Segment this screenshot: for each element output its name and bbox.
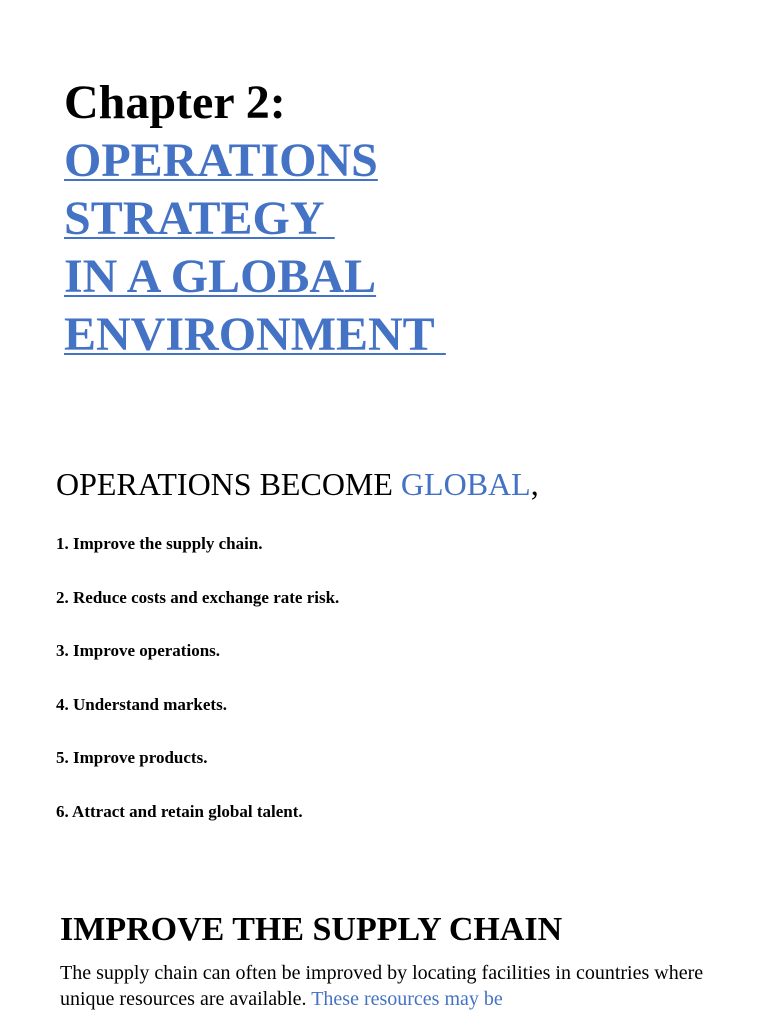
global-section-heading xyxy=(56,464,539,504)
chapter-title-text: ENVIRONMENT xyxy=(64,308,446,361)
chapter-title-text: IN A GLOBAL xyxy=(64,250,377,303)
supply-chain-body xyxy=(60,960,720,1012)
chapter-title-line xyxy=(64,248,446,306)
chapter-title-text: STRATEGY xyxy=(64,192,335,245)
reason-list xyxy=(56,533,339,854)
reason-item: 6. Attract and retain global talent. xyxy=(56,801,303,821)
reason-item: 5. Improve products. xyxy=(56,748,208,767)
chapter-title-text: OPERATIONS xyxy=(64,134,378,187)
reason-item: 3. Improve operations. xyxy=(56,641,221,660)
chapter-title-line xyxy=(64,306,446,364)
global-heading-prefix: OPERATIONS BECOME xyxy=(56,466,401,502)
reason-item: 1. Improve the supply chain. xyxy=(56,534,263,553)
supply-chain-body-highlight: These resources may be xyxy=(311,988,503,1010)
chapter-title-line xyxy=(64,132,446,190)
supply-chain-heading: IMPROVE THE SUPPLY CHAIN xyxy=(60,911,563,948)
reason-item: 2. Reduce costs and exchange rate risk. xyxy=(56,587,340,607)
supply-chain-body-text: The supply chain can often be improved by locating facilities in countries where unique resources are available. xyxy=(60,962,704,1010)
global-heading-accent: GLOBAL xyxy=(400,466,531,502)
reason-item: 4. Understand markets. xyxy=(56,694,227,714)
chapter-title xyxy=(64,132,446,364)
chapter-label: Chapter 2: xyxy=(64,76,286,129)
global-heading-suffix: , xyxy=(530,466,539,502)
chapter-title-line xyxy=(64,190,446,248)
